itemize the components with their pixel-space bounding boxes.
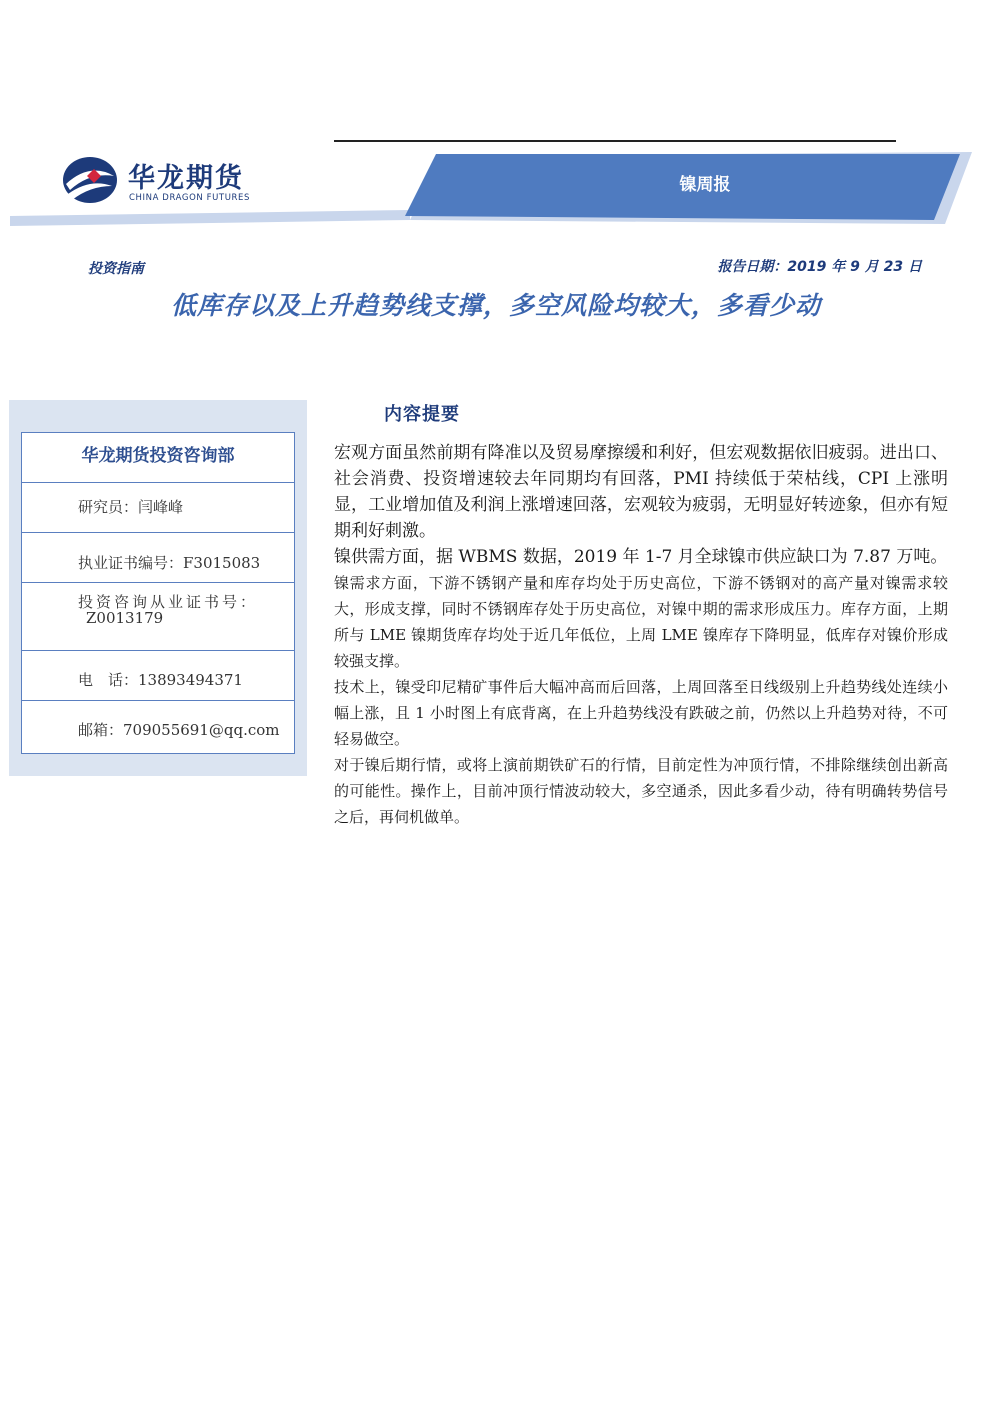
top-rule [334,140,896,142]
paragraph-supply-demand: 镍供需方面，据 WBMS 数据，2019 年 1-7 月全球镍市供应缺口为 7.87 万吨。 [334,547,948,567]
report-type: 镍周报 [679,175,731,195]
advisory-row [22,583,294,651]
advisory-label: 投资咨询从业证书号： [78,593,259,611]
brand-name-english: CHINA DRAGON FUTURES [129,193,251,203]
logo-icon [60,154,120,206]
report-title: 低库存以及上升趋势线支撑，多空风险均较大，多看少动 [170,291,821,320]
phone-row [22,651,294,701]
summary-body [334,440,948,830]
license-number: 执业证书编号：F3015083 [78,554,261,572]
section-label: 投资指南 [88,261,144,277]
email: 邮箱：709055691@qq.com [78,721,280,739]
brand-name: 华龙期货 [128,163,244,194]
paragraph-demand: 镍需求方面，下游不锈钢产量和库存均处于历史高位，下游不锈钢对的高产量对镍需求较大，形成支撑，同时不锈钢库存处于历史高位，对镍中期的需求形成压力。库存方面，上期所与 LME 镍期货库存均处于近几年低位，上周 LME 镍库存下降明显，低库存对镍价形成较强支撑。 [334,574,948,670]
department-name: 华龙期货投资咨询部 [81,446,235,466]
report-date: 报告日期：2019 年 9 月 23 日 [717,259,922,275]
summary-title: 内容提要 [384,404,460,425]
contact-panel [9,400,307,776]
department-row [22,433,294,483]
license-row [22,533,294,583]
advisory-number: Z0013179 [86,609,164,627]
paragraph-outlook: 对于镍后期行情，或将上演前期铁矿石的行情，目前定性为冲顶行情，不排除继续创出新高的可能性。操作上，目前冲顶行情波动较大，多空通杀，因此多看少动，待有明确转势信号之后，再伺机做单。 [334,756,948,826]
researcher: 研究员：闫峰峰 [78,498,184,516]
researcher-row [22,483,294,533]
paragraph-technical: 技术上，镍受印尼精矿事件后大幅冲高而后回落，上周回落至日线级别上升趋势线处连续小幅上涨，且 1 小时图上有底背离，在上升趋势线没有跌破之前，仍然以上升趋势对待，不可轻易做空。 [334,678,948,748]
contact-box [21,432,295,754]
email-row [22,701,294,753]
paragraph-macro: 宏观方面虽然前期有降准以及贸易摩擦缓和利好，但宏观数据依旧疲弱。进出口、社会消费、投资增速较去年同期均有回落，PMI 持续低于荣枯线，CPI 上涨明显，工业增加值及利润上涨增速回落，宏观较为疲弱，无明显好转迹象，但亦有短期利好刺激。 [334,443,948,541]
phone: 电 话：13893494371 [78,671,243,689]
report-header [0,150,992,230]
